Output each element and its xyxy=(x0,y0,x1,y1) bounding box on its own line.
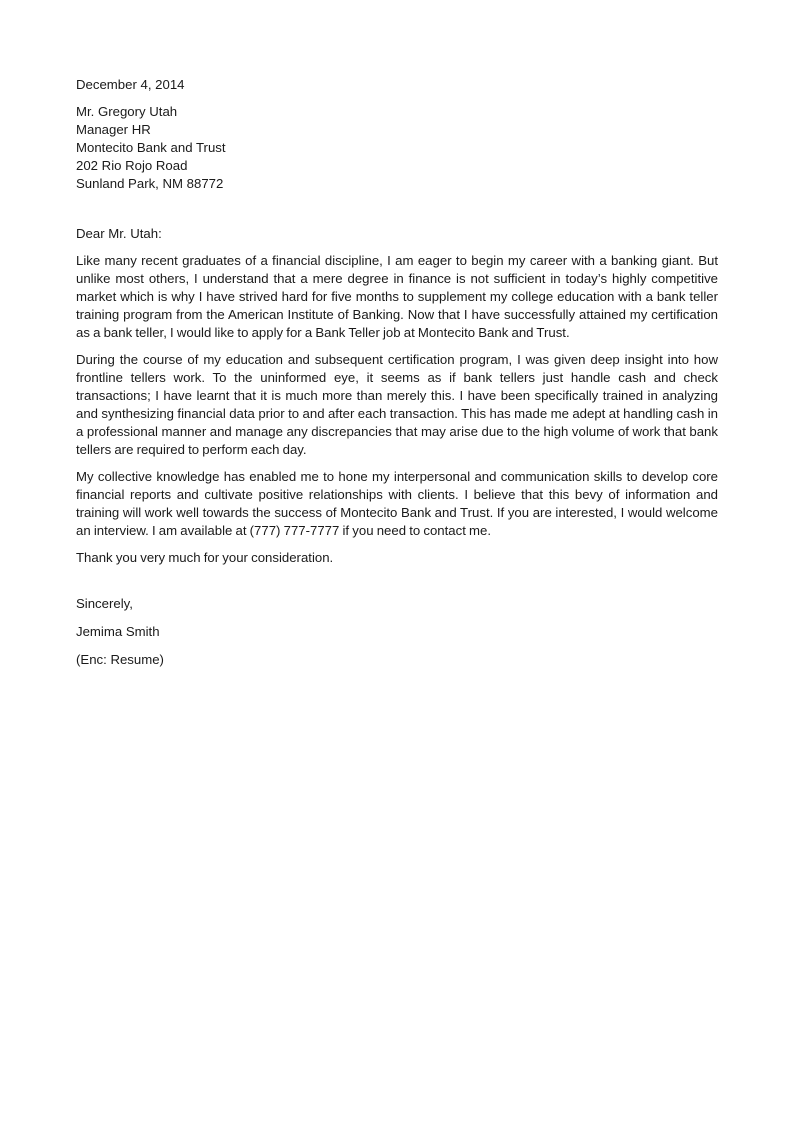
body-paragraph-3: My collective knowledge has enabled me to hone my interpersonal and communication skills to develop core financial reports and cultivate positive relationships with clients. I believe that this bevy of information and training will work well towards the success of Montecito Bank and Trust. If you are interested, I would welcome an interview. I am available at (777) 777-7777 if you need to contact me. xyxy=(76,469,718,538)
recipient-address xyxy=(76,103,718,193)
thank-you-paragraph: Thank you very much for your consideration. xyxy=(76,550,334,565)
body-paragraph-1: Like many recent graduates of a financial discipline, I am eager to begin my career with a banking giant. But unlike most others, I understand that a mere degree in finance is not sufficient in today’s highly competitive market which is why I have strived hard for five months to supplement my college education with a bank teller training program from the American Institute of Banking. Now that I have successfully attained my certification as a bank teller, I would like to apply for a Bank Teller job at Montecito Bank and Trust. xyxy=(76,253,718,340)
recipient-name: Mr. Gregory Utah xyxy=(76,104,178,119)
recipient-company: Montecito Bank and Trust xyxy=(76,140,226,155)
recipient-street: 202 Rio Rojo Road xyxy=(76,158,188,173)
body-paragraph-2: During the course of my education and subsequent certification program, I was given deep insight into how frontline tellers work. To the uninformed eye, it seems as if bank tellers just handle cash and check transactions; I have learnt that it is much more than merely this. I have been specifically trained in analyzing and synthesizing financial data prior to and after each transaction. This has made me adept at handling cash in a professional manner and manage any discrepancies that may arise due to the high volume of work that bank tellers are required to perform each day. xyxy=(76,352,718,457)
enclosure-note: (Enc: Resume) xyxy=(76,652,164,667)
signature-name: Jemima Smith xyxy=(76,624,160,639)
salutation: Dear Mr. Utah: xyxy=(76,226,162,241)
recipient-title: Manager HR xyxy=(76,122,151,137)
letter-date: December 4, 2014 xyxy=(76,77,185,92)
closing: Sincerely, xyxy=(76,596,133,611)
letter-body xyxy=(76,76,718,669)
recipient-city-state-zip: Sunland Park, NM 88772 xyxy=(76,176,224,191)
